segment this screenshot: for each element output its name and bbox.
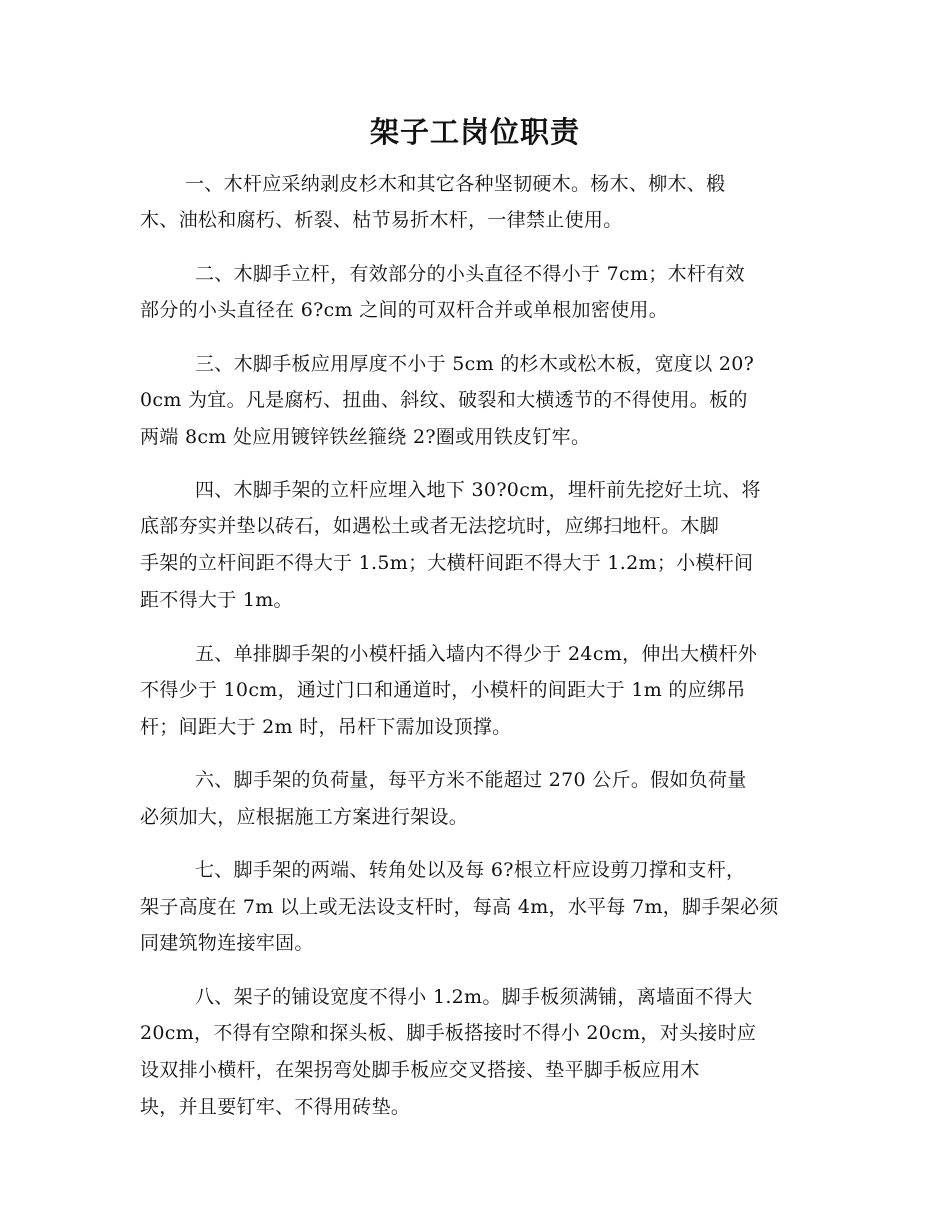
paragraph-1-line-1: 一、木杆应采纳剥皮杉木和其它各种坚韧硬木。杨木、柳木、椴 [185,173,726,195]
paragraph-7-line-1: 七、脚手架的两端、转角处以及每 6?根立杆应设剪刀撑和支杆， [195,859,746,881]
paragraph-4-line-2: 底部夯实并垫以砖石，如遇松土或者无法挖坑时，应绑扫地杆。木脚 [140,515,720,537]
paragraph-4-line-3: 手架的立杆间距不得大于 1.5m；大横杆间距不得大于 1.2m；小模杆间 [140,552,754,574]
paragraph-4-line-1: 四、木脚手架的立杆应埋入地下 30?0cm，埋杆前先挖好土坑、将 [195,479,761,501]
paragraph-4-line-4: 距不得大于 1m。 [140,589,293,611]
document-title: 架子工岗位职责 [369,115,580,149]
paragraph-7-line-3: 同建筑物连接牢固。 [140,932,314,954]
paragraph-5-line-1: 五、单排脚手架的小模杆插入墙内不得少于 24cm，伸出大横杆外 [195,643,758,665]
paragraph-6-line-1: 六、脚手架的负荷量，每平方米不能超过 270 公斤。假如负荷量 [195,769,747,791]
paragraph-8-line-3: 设双排小横杆，在架拐弯处脚手板应交叉搭接、垫平脚手板应用木 [140,1059,700,1081]
paragraph-2-line-2: 部分的小头直径在 6?cm 之间的可双杆合并或单根加密使用。 [140,299,669,321]
paragraph-7-line-2: 架子高度在 7m 以上或无法设支杆时，每高 4m，水平每 7m，脚手架必须 [140,896,779,918]
paragraph-6-line-2: 必须加大，应根据施工方案进行架设。 [140,806,469,828]
paragraph-3-line-1: 三、木脚手板应用厚度不小于 5cm 的杉木或松木板，宽度以 20? [195,353,755,375]
paragraph-5-line-2: 不得少于 10cm，通过门口和通道时，小模杆的间距大于 1m 的应绑吊 [140,679,746,701]
paragraph-8-line-2: 20cm，不得有空隙和探头板、脚手板搭接时不得小 20cm，对头接时应 [140,1022,757,1044]
paragraph-1-line-2: 木、油松和腐朽、析裂、枯节易折木杆，一律禁止使用。 [140,209,623,231]
paragraph-8-line-4: 块，并且要钉牢、不得用砖垫。 [140,1096,411,1118]
paragraph-5-line-3: 杆；间距大于 2m 时，吊杆下需加设顶撑。 [140,716,512,738]
paragraph-3-line-3: 两端 8cm 处应用镀锌铁丝箍绕 2?圈或用铁皮钉牢。 [140,426,591,448]
paragraph-3-line-2: 0cm 为宜。凡是腐朽、扭曲、斜纹、破裂和大横透节的不得使用。板的 [140,389,748,411]
paragraph-2-line-1: 二、木脚手立杆，有效部分的小头直径不得小于 7cm；木杆有效 [195,263,745,285]
paragraph-8-line-1: 八、架子的铺设宽度不得小 1.2m。脚手板须满铺，离墙面不得大 [195,986,753,1008]
